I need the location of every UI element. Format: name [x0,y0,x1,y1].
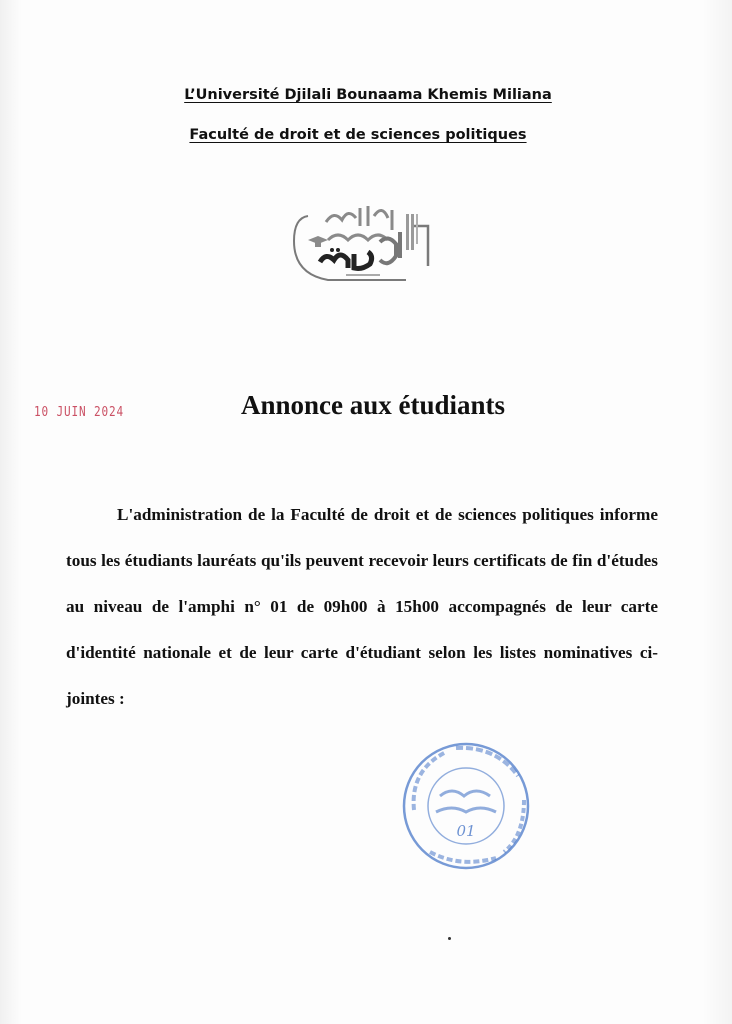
faculty-name: Faculté de droit et de sciences politiques [189,127,527,143]
document-title: Annonce aux étudiants [240,390,506,420]
official-seal-icon [400,740,532,872]
announcement-paragraph: L'administration de la Faculté de droit et de sciences politiques informe tous les étudiants lauréats qu'ils peuvent recevoir leurs certificats de fin d'études au niveau de l'amphi n° 01 de 09h00 à 15h00 accompagnés de leur carte d'identité nationale et de leur carte d'étudiant selon les listes nominatives ci-jointes : [66,505,658,708]
date-stamp: 10 JUIN 2024 [34,405,125,420]
seal-number: 01 [456,822,476,840]
university-name: L’Université Djilali Bounaama Khemis Miliana [184,87,552,103]
university-logo-icon [288,196,438,286]
speck [448,937,451,940]
